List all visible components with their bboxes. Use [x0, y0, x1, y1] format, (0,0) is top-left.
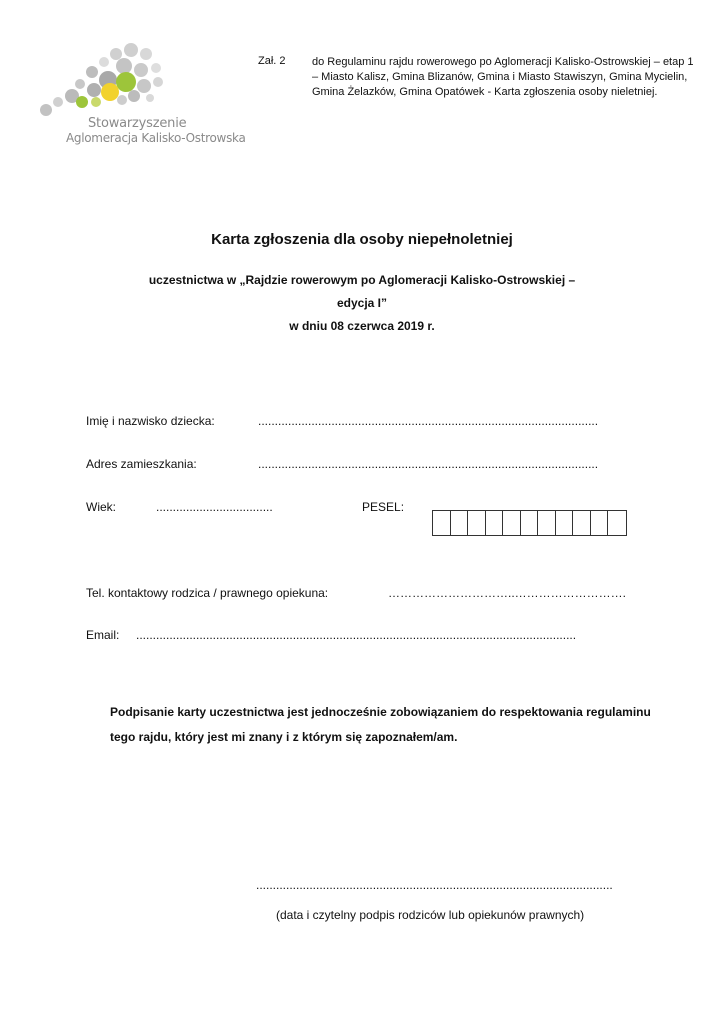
pesel-digit-box[interactable]	[608, 511, 626, 535]
pesel-digit-box[interactable]	[573, 511, 591, 535]
subtitle-date: w dniu 08 czerwca 2019 r.	[289, 319, 435, 333]
form-title: Karta zgłoszenia dla osoby niepełnoletniej	[211, 231, 513, 248]
pesel-digit-box[interactable]	[556, 511, 574, 535]
attachment-label: Zał. 2	[258, 55, 286, 67]
phone-label: Tel. kontaktowy rodzica / prawnego opiekuna:	[86, 586, 329, 600]
age-field[interactable]: ...................................	[156, 500, 273, 514]
signature-caption: (data i czytelny podpis rodziców lub opiekunów prawnych)	[276, 908, 585, 922]
pesel-digit-box[interactable]	[486, 511, 504, 535]
pesel-label: PESEL:	[362, 500, 405, 514]
email-label: Email:	[86, 628, 120, 642]
subtitle-line1: uczestnictwa w „Rajdzie rowerowym po Aglomeracji Kalisko-Ostrowskiej –	[148, 273, 576, 287]
logo-text-line2: Aglomeracja Kalisko-Ostrowska	[66, 131, 246, 145]
phone-field[interactable]: …………………………..……………………….	[388, 586, 627, 600]
logo-text-line1: Stowarzyszenie	[88, 116, 187, 131]
subtitle-line2: edycja I”	[336, 296, 388, 310]
address-field[interactable]: ......................................................................................................	[258, 457, 599, 471]
pesel-digit-box[interactable]	[451, 511, 469, 535]
consent-notice: Podpisanie karty uczestnictwa jest jednocześnie zobowiązaniem do respektowania regulaminu tego rajdu, który jest mi znany i z którym się zapoznałem/am.	[110, 705, 651, 744]
age-label: Wiek:	[86, 500, 116, 514]
child-name-label: Imię i nazwisko dziecka:	[86, 414, 215, 428]
pesel-digit-box[interactable]	[468, 511, 486, 535]
pesel-digit-box[interactable]	[538, 511, 556, 535]
pesel-digit-box[interactable]	[433, 511, 451, 535]
pesel-digit-box[interactable]	[521, 511, 539, 535]
logo-bubbles-graphic	[36, 40, 236, 120]
pesel-digit-box[interactable]	[591, 511, 609, 535]
child-name-field[interactable]: ......................................................................................................	[258, 414, 599, 428]
pesel-digit-box[interactable]	[503, 511, 521, 535]
email-field[interactable]: ....................................................................................................................................	[136, 628, 577, 642]
pesel-boxes[interactable]	[432, 510, 627, 536]
address-label: Adres zamieszkania:	[86, 457, 197, 471]
signature-line[interactable]: ...........................................................................................................	[256, 878, 613, 892]
attachment-description: do Regulaminu rajdu rowerowego po Aglomeracji Kalisko-Ostrowskiej – etap 1 – Miasto Kalisz, Gmina Blizanów, Gmina i Miasto Stawiszyn, Gmina Mycielin, Gmina Żelazków, Gmina Opatówek - Karta zgłoszenia osoby nieletniej.	[312, 56, 694, 98]
